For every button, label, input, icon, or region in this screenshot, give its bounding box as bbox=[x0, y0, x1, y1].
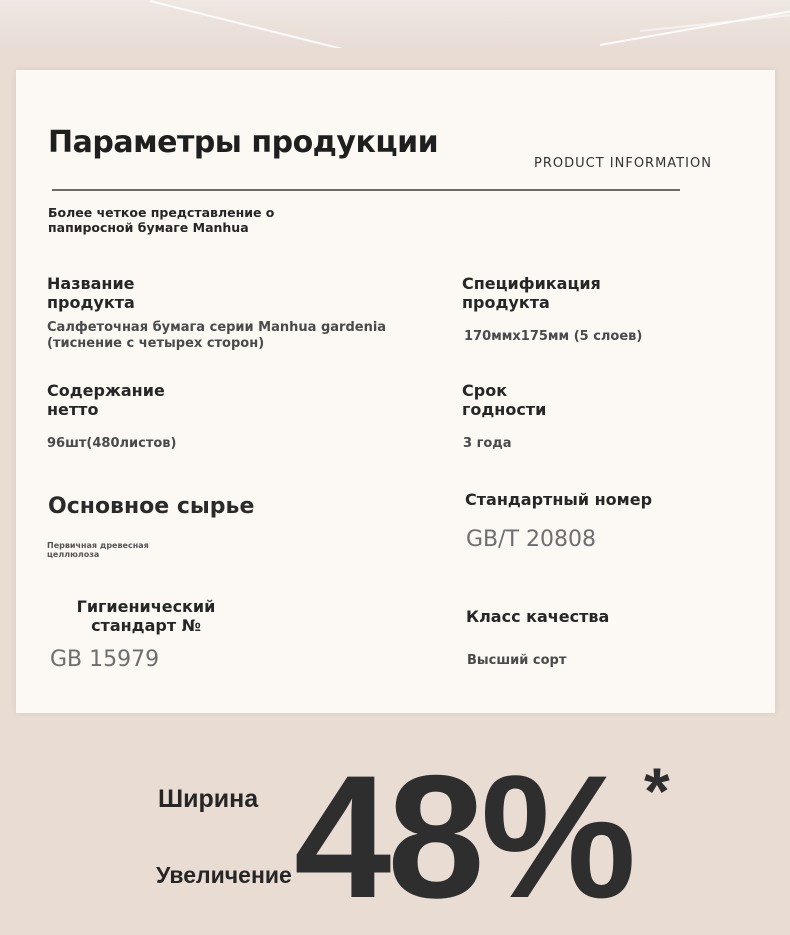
hygiene-standard-value: GB 15979 bbox=[50, 647, 160, 672]
quality-class-value: Высший сорт bbox=[467, 653, 567, 668]
standard-number-value: GB/T 20808 bbox=[466, 527, 596, 552]
promo-percentage: 48% bbox=[294, 740, 633, 935]
net-content-value: 96шт(480листов) bbox=[47, 436, 177, 451]
top-decor-band bbox=[0, 0, 790, 48]
intro-text: Более четкое представление о папиросной бумаге Manhua bbox=[48, 205, 275, 235]
title-divider bbox=[52, 189, 680, 191]
product-info-card bbox=[16, 70, 775, 713]
product-name-value: Салфеточная бумага серии Manhua gardenia (тиснение с четырех сторон) bbox=[47, 320, 387, 351]
net-content-label: Содержание нетто bbox=[47, 381, 165, 419]
product-name-label: Название продукта bbox=[47, 274, 135, 312]
promo-word-increase: Увеличение bbox=[156, 862, 292, 888]
raw-material-label: Основное сырье bbox=[48, 494, 255, 519]
raw-material-value: Первичная древесная целлюлоза bbox=[47, 541, 149, 559]
promo-word-width: Ширина bbox=[158, 785, 259, 813]
product-spec-label: Спецификация продукта bbox=[462, 274, 601, 312]
promo-asterisk: * bbox=[644, 754, 670, 828]
quality-class-label: Класс качества bbox=[466, 607, 610, 626]
shelf-life-label: Срок годности bbox=[462, 381, 547, 419]
shelf-life-value: 3 года bbox=[463, 436, 512, 451]
subtitle-english: PRODUCT INFORMATION bbox=[534, 156, 712, 171]
product-spec-value: 170ммх175мм (5 слоев) bbox=[464, 329, 643, 344]
decor-ray bbox=[600, 9, 790, 46]
decor-ray bbox=[640, 13, 790, 32]
decor-ray bbox=[150, 0, 364, 48]
standard-number-label: Стандартный номер bbox=[465, 490, 653, 509]
page-title: Параметры продукции bbox=[48, 125, 439, 160]
hygiene-standard-label: Гигиенический стандарт № bbox=[76, 597, 216, 635]
